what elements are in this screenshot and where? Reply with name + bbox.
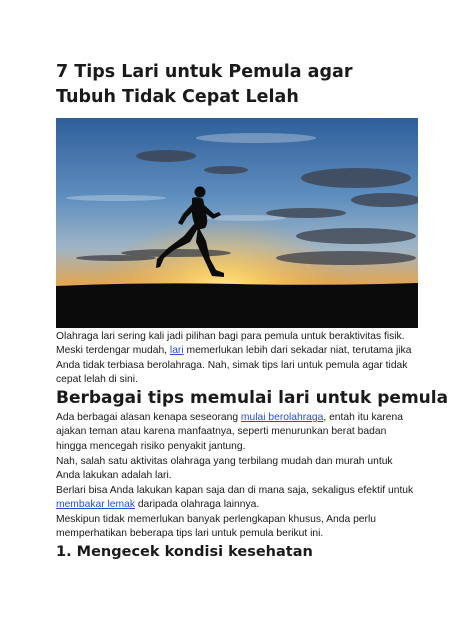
intro-text-cont: memerlukan lebih dari sekadar niat, terutama jika Anda tidak terbiasa berolahraga. Nah, simak tips lari untuk pemula agar tidak cepat lelah di sini. <box>56 345 412 386</box>
membakar-lemak-link[interactable]: membakar lemak <box>56 499 135 511</box>
lari-link[interactable]: lari <box>169 345 184 357</box>
intro-paragraph <box>56 330 418 388</box>
subheading: 1. Mengecek kondisi kesehatan <box>56 544 313 560</box>
p3-text-cont: daripada olahraga lainnya. <box>134 499 260 511</box>
intro-text: Olahraga lari sering kali jadi pilihan bagi para pemula untuk beraktivitas fisik. Meski terdengar mudah, <box>56 331 405 357</box>
section-paragraph-2: Nah, salah satu aktivitas olahraga yang terbilang mudah dan murah untuk Anda lakukan adalah lari. <box>56 456 393 482</box>
section-paragraph-1 <box>56 411 418 454</box>
article-title: 7 Tips Lari untuk Pemula agar Tubuh Tidak Cepat Lelah <box>56 62 353 107</box>
mulai-berolahraga-link[interactable]: mulai berolahraga <box>240 412 324 423</box>
p3-text: Berlari bisa Anda lakukan kapan saja dan di mana saja, sekaligus efektif untuk <box>56 485 414 496</box>
p1-text: Ada berbagai alasan kenapa seseorang <box>56 412 241 423</box>
p1-text-cont: , entah itu karena ajakan teman atau karena manfaatnya, seperti menurunkan berat badan hingga mencegah risiko penyakit jantung. <box>56 412 403 452</box>
section-heading: Berbagai tips memulai lari untuk pemula <box>56 388 449 408</box>
ground <box>56 283 418 328</box>
section-paragraph-4: Meskipun tidak memerlukan banyak perlengkapan khusus, Anda perlu memperhatikan beberapa tips lari untuk pemula berikut ini. <box>56 514 376 540</box>
runner-sunset-image <box>56 118 418 328</box>
section-paragraph-3 <box>56 484 418 513</box>
